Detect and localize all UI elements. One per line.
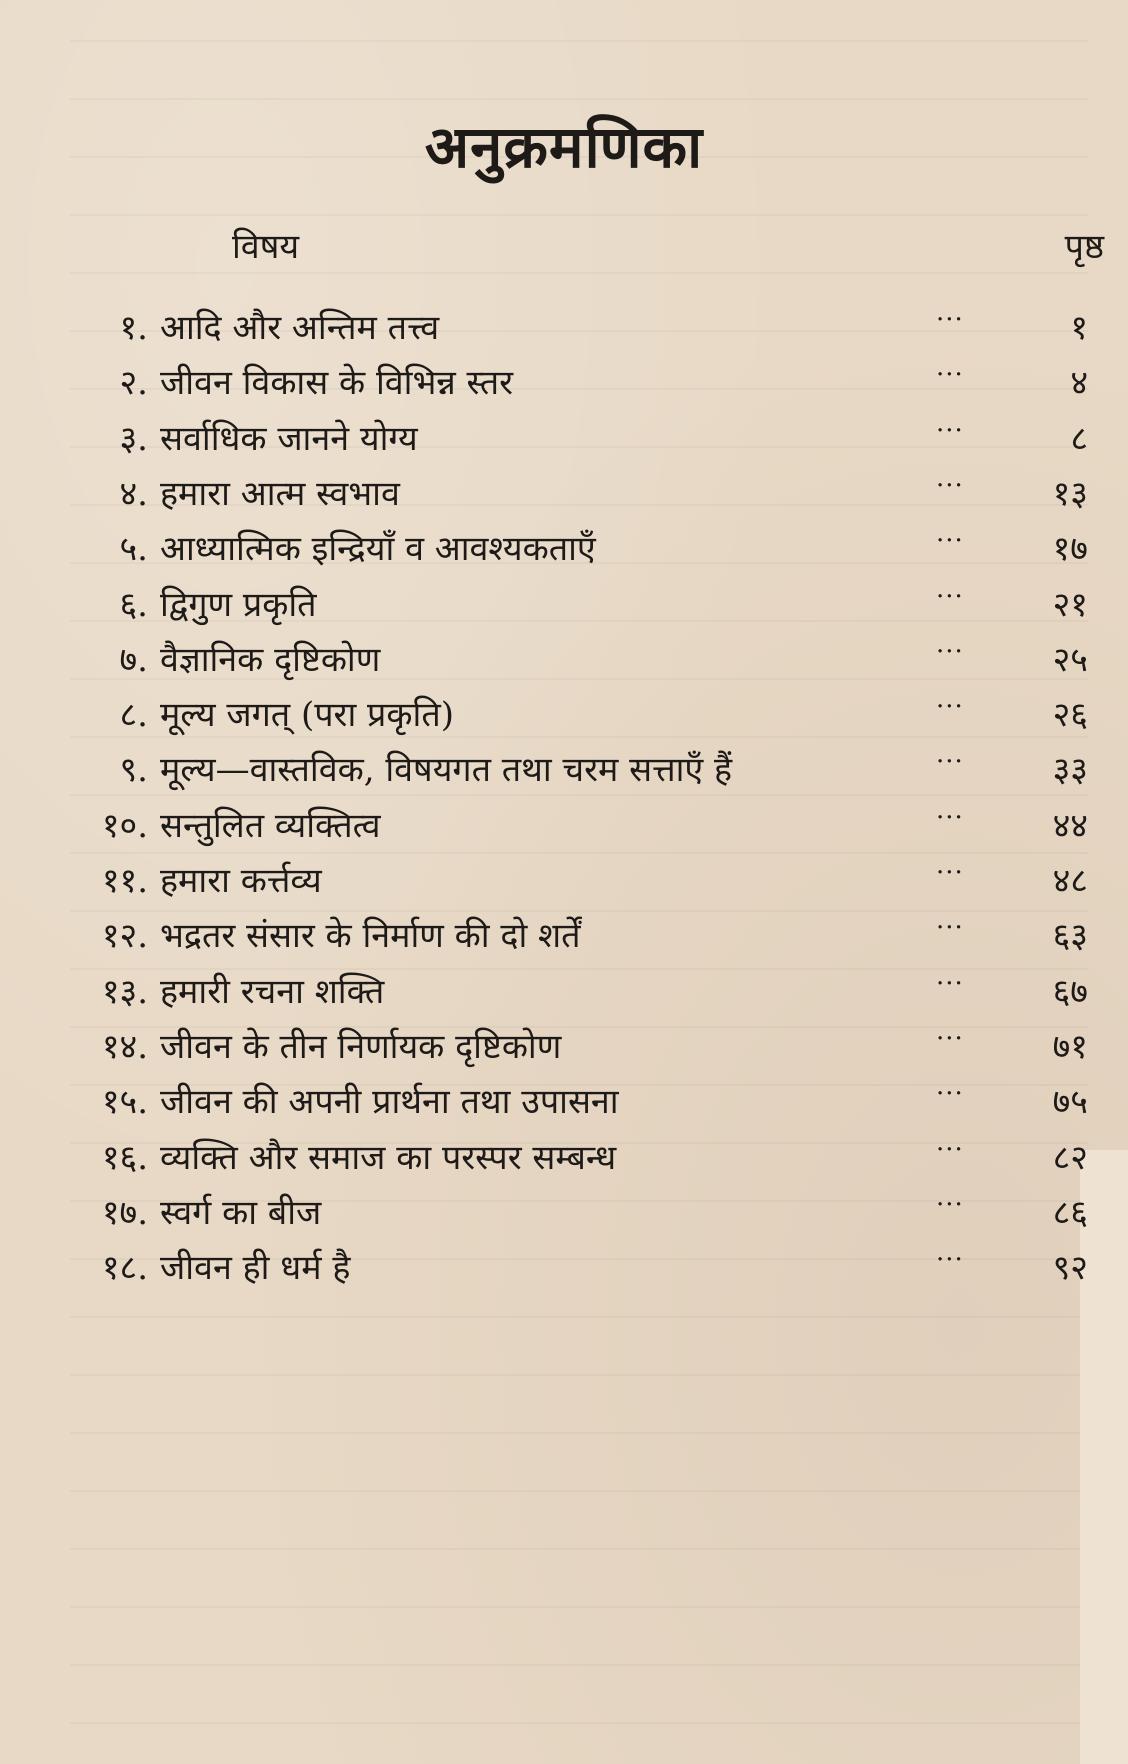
entry-title: जीवन विकास के विभिन्न स्तर [160,363,514,404]
bleed-through-line [70,272,1088,274]
entry-page-number: १ [1070,308,1088,348]
entry-number: ४. [119,473,148,514]
entry-page-number: २५ [1052,639,1088,680]
entry-number: १५. [101,1082,148,1123]
entry-title: मूल्य—वास्तविक, विषयगत तथा चरम सत्ताएँ हैं [160,750,733,791]
entry-number: ३. [119,418,148,459]
bleed-through-line [70,1722,1088,1724]
entry-leader-dots: ··· [936,470,964,501]
toc-entry [0,1240,1128,1296]
entry-page-number: ९२ [1052,1248,1088,1289]
subject-column-header: विषय [232,227,300,267]
entry-number: ७. [119,639,148,680]
entry-page-number: ८२ [1052,1137,1088,1178]
entry-number: १०. [101,805,148,846]
entry-leader-dots: ··· [936,1245,964,1276]
entry-title: भद्रतर संसार के निर्माण की दो शर्तें [160,916,581,957]
entry-title: जीवन की अपनी प्रार्थना तथा उपासना [160,1082,619,1123]
entry-page-number: १३ [1052,473,1088,514]
entry-leader-dots: ··· [936,305,964,335]
bleed-through-line [70,1664,1088,1666]
entry-number: १८. [101,1248,148,1289]
entry-title: आध्यात्मिक इन्द्रियाँ व आवश्यकताएँ [160,529,596,570]
entry-number: १६. [101,1137,148,1178]
entry-number: १२. [101,916,148,957]
entry-number: १७. [101,1192,148,1233]
entry-title: वैज्ञानिक दृष्टिकोण [160,639,381,680]
entry-title: आदि और अन्तिम तत्त्व [160,308,440,348]
entry-title: हमारा कर्त्तव्य [160,861,322,901]
entry-number: ६. [119,584,148,625]
entry-title: हमारा आत्म स्वभाव [160,473,400,514]
entry-leader-dots: ··· [936,1134,964,1165]
entry-page-number: ८ [1070,418,1088,459]
bleed-through-line [70,1432,1088,1434]
bleed-through-line [70,214,1088,216]
entry-leader-dots: ··· [936,858,964,888]
entry-title: द्विगुण प्रकृति [160,584,317,625]
entry-page-number: २६ [1052,695,1088,736]
entry-leader-dots: ··· [936,802,964,833]
bleed-through-line [70,1490,1088,1492]
entry-title: सर्वाधिक जानने योग्य [160,418,418,459]
bleed-through-line [70,1316,1088,1318]
bleed-through-line [70,40,1088,42]
entry-leader-dots: ··· [936,747,964,778]
entry-page-number: ४८ [1052,861,1088,901]
entry-page-number: ६७ [1052,971,1088,1012]
entry-page-number: ७५ [1052,1082,1088,1123]
entry-leader-dots: ··· [936,526,964,557]
entry-leader-dots: ··· [936,1189,964,1220]
entry-page-number: ३३ [1052,750,1088,791]
entry-leader-dots: ··· [936,692,964,723]
entry-number: १. [119,308,148,348]
entry-title: स्वर्ग का बीज [160,1192,322,1233]
entry-leader-dots: ··· [936,581,964,612]
entry-leader-dots: ··· [936,1079,964,1110]
entry-title: जीवन ही धर्म है [160,1248,351,1289]
entry-title: हमारी रचना शक्ति [160,971,385,1012]
entry-page-number: ७१ [1052,1026,1088,1067]
entry-number: ५. [119,529,148,570]
entry-leader-dots: ··· [936,913,964,944]
entry-title: मूल्य जगत् (परा प्रकृति) [160,695,454,736]
entry-number: ११. [101,861,148,901]
entry-leader-dots: ··· [936,968,964,999]
page-title: अनुक्रमणिका [424,113,704,181]
bleed-through-line [70,1374,1088,1376]
entry-page-number: ६३ [1052,916,1088,957]
entry-number: १४. [101,1026,148,1067]
entry-leader-dots: ··· [936,415,964,446]
entry-title: जीवन के तीन निर्णायक दृष्टिकोण [160,1026,562,1067]
entry-page-number: ८६ [1052,1192,1088,1233]
entry-number: १३. [101,971,148,1012]
entry-leader-dots: ··· [936,360,964,391]
entry-page-number: ४४ [1052,805,1088,846]
bleed-through-line [70,1606,1088,1608]
entry-leader-dots: ··· [936,636,964,667]
entry-number: ८. [119,695,148,736]
entry-title: सन्तुलित व्यक्तित्व [160,805,381,846]
entry-leader-dots: ··· [936,1023,964,1054]
page-column-header: पृष्ठ [1064,227,1104,267]
bleed-through-line [70,98,1088,100]
entry-number: २. [119,363,148,404]
entry-page-number: १७ [1052,529,1088,570]
entry-number: ९. [119,750,148,791]
entry-title: व्यक्ति और समाज का परस्पर सम्बन्ध [160,1137,617,1178]
entry-page-number: २१ [1052,584,1088,625]
bleed-through-line [70,1548,1088,1550]
entry-page-number: ४ [1070,363,1088,404]
